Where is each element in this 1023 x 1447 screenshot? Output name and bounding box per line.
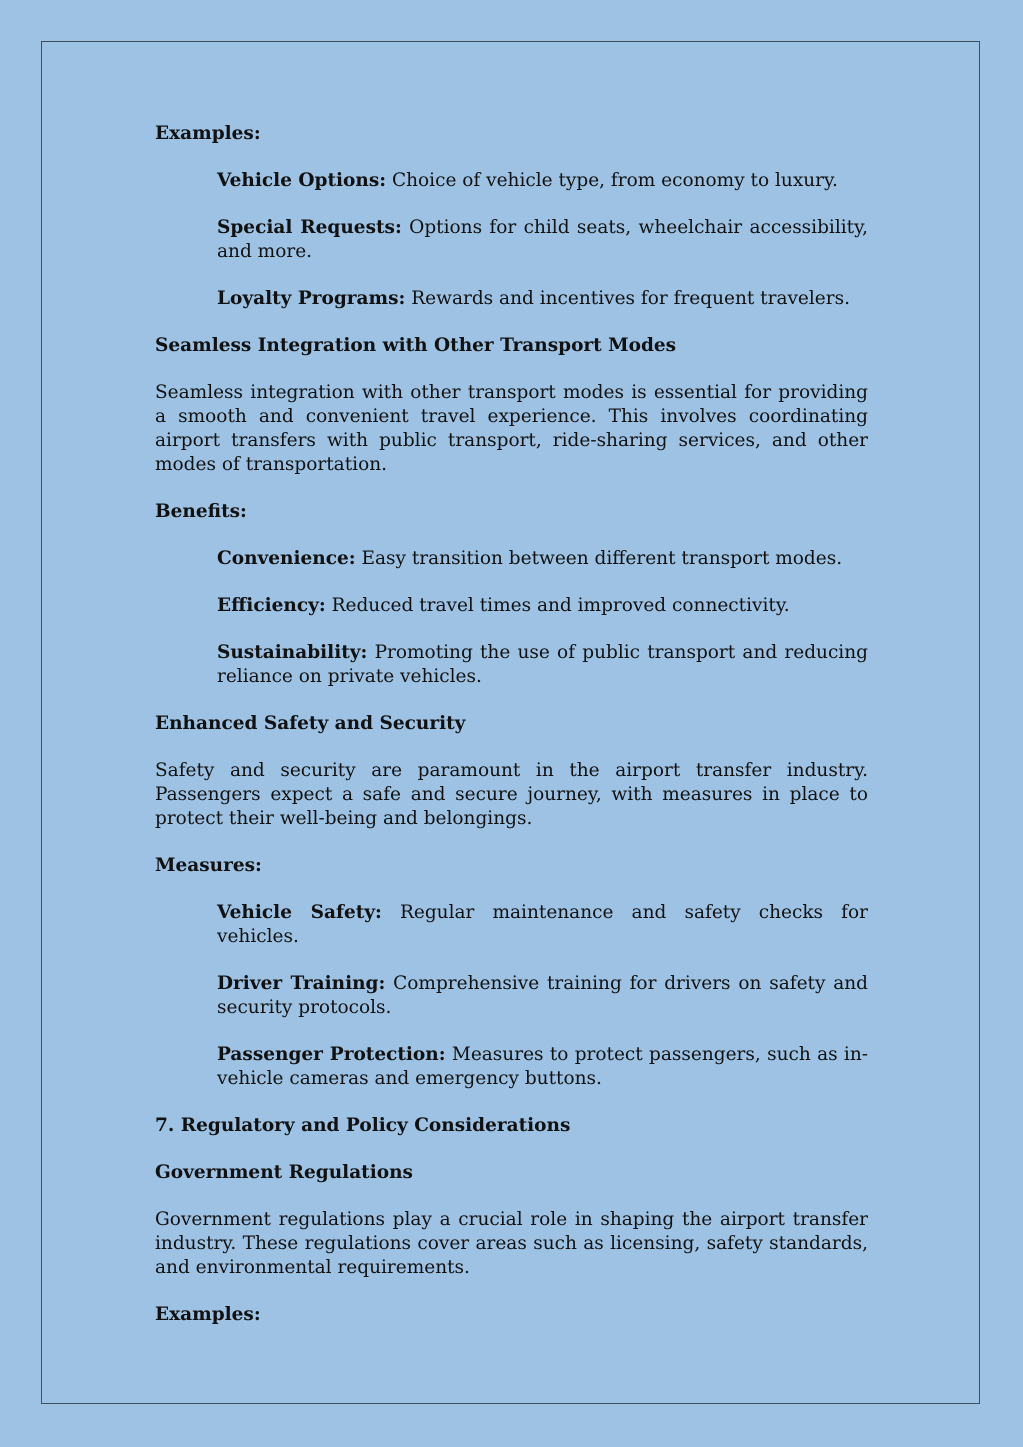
list-item bbox=[217, 1043, 868, 1091]
section-heading: Seamless Integration with Other Transport Modes bbox=[155, 335, 677, 356]
section-heading: Examples: bbox=[155, 123, 261, 144]
item-description: Rewards and incentives for frequent travelers. bbox=[411, 288, 850, 309]
item-description: Regular maintenance and safety checks for vehicles. bbox=[217, 902, 868, 947]
list-item bbox=[217, 169, 868, 193]
list-item bbox=[217, 287, 868, 311]
item-term: Sustainability: bbox=[217, 642, 368, 663]
list-item bbox=[217, 216, 868, 264]
item-description: Options for child seats, wheelchair accessibility, and more. bbox=[217, 217, 868, 262]
item-term: Loyalty Programs: bbox=[217, 288, 406, 309]
section-heading: Government Regulations bbox=[155, 1162, 413, 1183]
item-term: Convenience: bbox=[217, 548, 356, 569]
item-description: Measures to protect passengers, such as in-vehicle cameras and emergency buttons. bbox=[217, 1044, 868, 1089]
paragraph: Seamless integration with other transport modes is essential for providing a smooth and convenient travel experience. This involves coordinating airport transfers with public transport, ride-sharing services, and other modes of transportation. bbox=[155, 382, 868, 475]
list-item bbox=[217, 594, 868, 618]
item-term: Passenger Protection: bbox=[217, 1044, 446, 1065]
section-heading: Measures: bbox=[155, 855, 262, 876]
item-term: Vehicle Safety: bbox=[217, 902, 382, 923]
paragraph: Government regulations play a crucial role in shaping the airport transfer industry. These regulations cover areas such as licensing, safety standards, and environmental requirements. bbox=[155, 1209, 868, 1278]
section-heading: 7. Regulatory and Policy Considerations bbox=[155, 1115, 571, 1136]
list-item bbox=[217, 547, 868, 571]
list-item bbox=[217, 901, 868, 949]
item-description: Comprehensive training for drivers on safety and security protocols. bbox=[217, 973, 868, 1018]
item-term: Driver Training: bbox=[217, 973, 386, 994]
list-item bbox=[217, 972, 868, 1020]
item-description: Easy transition between different transport modes. bbox=[361, 548, 843, 569]
item-term: Vehicle Options: bbox=[217, 170, 387, 191]
item-description: Promoting the use of public transport and reducing reliance on private vehicles. bbox=[217, 642, 868, 687]
item-description: Reduced travel times and improved connectivity. bbox=[331, 595, 790, 616]
item-term: Efficiency: bbox=[217, 595, 326, 616]
item-term: Special Requests: bbox=[217, 217, 402, 238]
document-body bbox=[155, 122, 868, 1350]
section-heading: Enhanced Safety and Security bbox=[155, 713, 466, 734]
item-description: Choice of vehicle type, from economy to luxury. bbox=[391, 170, 838, 191]
section-heading: Benefits: bbox=[155, 501, 247, 522]
list-item bbox=[217, 641, 868, 689]
section-heading: Examples: bbox=[155, 1304, 261, 1325]
paragraph: Safety and security are paramount in the airport transfer industry. Passengers expect a safe and secure journey, with measures in place to protect their well-being and belongings. bbox=[155, 760, 868, 829]
